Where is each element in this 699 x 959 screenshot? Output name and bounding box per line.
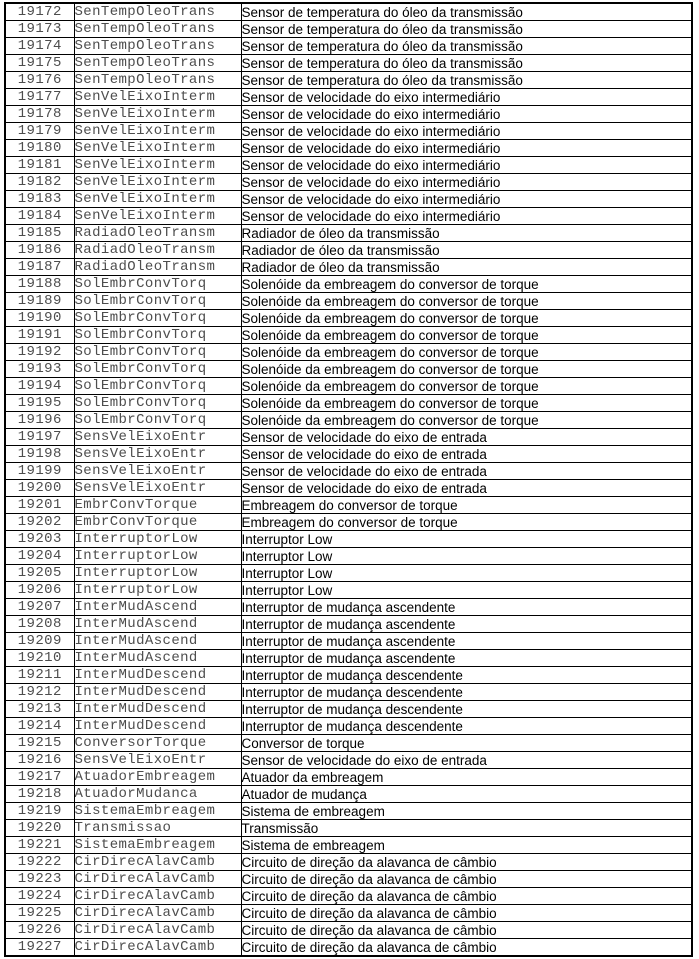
- fault-code-id-cell: 19205: [5, 565, 74, 582]
- table-row: [5, 463, 692, 480]
- fault-code-id-cell: 19195: [5, 395, 74, 412]
- table-row: [5, 939, 692, 957]
- component-description-cell: Sistema de embreagem: [241, 803, 692, 820]
- component-code-cell: SistemaEmbreagem: [74, 837, 241, 854]
- fault-code-id-cell: 19224: [5, 888, 74, 905]
- table-row: [5, 803, 692, 820]
- component-description-cell: Sensor de velocidade do eixo de entrada: [241, 463, 692, 480]
- component-code-cell: InterMudAscend: [74, 599, 241, 616]
- component-description-cell: Interruptor de mudança ascendente: [241, 599, 692, 616]
- fault-code-id-cell: 19193: [5, 361, 74, 378]
- component-description-cell: Solenóide da embreagem do conversor de torque: [241, 276, 692, 293]
- component-description-cell: Solenóide da embreagem do conversor de torque: [241, 361, 692, 378]
- table-row: [5, 55, 692, 72]
- table-row: [5, 293, 692, 310]
- fault-code-id-cell: 19188: [5, 276, 74, 293]
- fault-code-id-cell: 19178: [5, 106, 74, 123]
- component-description-cell: Sensor de temperatura do óleo da transmissão: [241, 72, 692, 89]
- component-code-cell: SensVelEixoEntr: [74, 480, 241, 497]
- fault-code-id-cell: 19222: [5, 854, 74, 871]
- component-description-cell: Atuador de mudança: [241, 786, 692, 803]
- component-code-cell: SenVelEixoInterm: [74, 140, 241, 157]
- table-row: [5, 395, 692, 412]
- table-row: [5, 123, 692, 140]
- table-row: [5, 616, 692, 633]
- table-row: [5, 905, 692, 922]
- component-description-cell: Interruptor Low: [241, 582, 692, 599]
- fault-code-id-cell: 19181: [5, 157, 74, 174]
- fault-code-id-cell: 19206: [5, 582, 74, 599]
- table-row: [5, 786, 692, 803]
- fault-code-id-cell: 19212: [5, 684, 74, 701]
- component-code-cell: SolEmbrConvTorq: [74, 344, 241, 361]
- fault-code-id-cell: 19199: [5, 463, 74, 480]
- table-row: [5, 514, 692, 531]
- component-description-cell: Sensor de velocidade do eixo intermediário: [241, 174, 692, 191]
- component-code-cell: InterruptorLow: [74, 565, 241, 582]
- component-description-cell: Radiador de óleo da transmissão: [241, 259, 692, 276]
- table-row: [5, 38, 692, 55]
- component-description-cell: Interruptor de mudança descendente: [241, 701, 692, 718]
- component-description-cell: Solenóide da embreagem do conversor de torque: [241, 412, 692, 429]
- component-code-cell: CirDirecAlavCamb: [74, 939, 241, 957]
- component-code-cell: SolEmbrConvTorq: [74, 378, 241, 395]
- component-description-cell: Atuador da embreagem: [241, 769, 692, 786]
- fault-code-id-cell: 19209: [5, 633, 74, 650]
- component-code-cell: EmbrConvTorque: [74, 514, 241, 531]
- component-code-cell: SenVelEixoInterm: [74, 157, 241, 174]
- table-row: [5, 106, 692, 123]
- component-description-cell: Interruptor de mudança ascendente: [241, 616, 692, 633]
- component-description-cell: Interruptor Low: [241, 565, 692, 582]
- component-code-cell: SensVelEixoEntr: [74, 463, 241, 480]
- table-row: [5, 837, 692, 854]
- table-row: [5, 446, 692, 463]
- fault-code-id-cell: 19191: [5, 327, 74, 344]
- fault-code-id-cell: 19202: [5, 514, 74, 531]
- fault-code-id-cell: 19176: [5, 72, 74, 89]
- component-description-cell: Embreagem do conversor de torque: [241, 514, 692, 531]
- fault-code-id-cell: 19215: [5, 735, 74, 752]
- table-row: [5, 361, 692, 378]
- fault-code-id-cell: 19185: [5, 225, 74, 242]
- component-description-cell: Radiador de óleo da transmissão: [241, 242, 692, 259]
- table-row: [5, 208, 692, 225]
- table-row: [5, 922, 692, 939]
- component-description-cell: Interruptor de mudança descendente: [241, 684, 692, 701]
- fault-code-id-cell: 19214: [5, 718, 74, 735]
- component-description-cell: Circuito de direção da alavanca de câmbio: [241, 905, 692, 922]
- component-description-cell: Circuito de direção da alavanca de câmbio: [241, 939, 692, 957]
- component-code-cell: InterMudDescend: [74, 667, 241, 684]
- component-code-cell: SistemaEmbreagem: [74, 803, 241, 820]
- table-row: [5, 412, 692, 429]
- component-description-cell: Sensor de velocidade do eixo intermediário: [241, 157, 692, 174]
- component-description-cell: Solenóide da embreagem do conversor de torque: [241, 293, 692, 310]
- component-code-cell: SolEmbrConvTorq: [74, 361, 241, 378]
- component-description-cell: Sensor de velocidade do eixo intermediário: [241, 140, 692, 157]
- fault-code-id-cell: 19225: [5, 905, 74, 922]
- component-code-cell: SolEmbrConvTorq: [74, 412, 241, 429]
- fault-code-id-cell: 19226: [5, 922, 74, 939]
- component-code-cell: SensVelEixoEntr: [74, 429, 241, 446]
- table-row: [5, 752, 692, 769]
- fault-code-id-cell: 19196: [5, 412, 74, 429]
- component-code-cell: SenVelEixoInterm: [74, 191, 241, 208]
- table-row: [5, 735, 692, 752]
- component-code-cell: Transmissao: [74, 820, 241, 837]
- table-row: [5, 820, 692, 837]
- table-row: [5, 157, 692, 174]
- fault-code-id-cell: 19182: [5, 174, 74, 191]
- component-code-cell: AtuadorMudanca: [74, 786, 241, 803]
- fault-code-id-cell: 19190: [5, 310, 74, 327]
- fault-code-id-cell: 19210: [5, 650, 74, 667]
- fault-code-id-cell: 19217: [5, 769, 74, 786]
- component-description-cell: Solenóide da embreagem do conversor de torque: [241, 327, 692, 344]
- component-code-cell: SolEmbrConvTorq: [74, 276, 241, 293]
- fault-code-id-cell: 19183: [5, 191, 74, 208]
- component-description-cell: Sensor de temperatura do óleo da transmissão: [241, 38, 692, 55]
- fault-code-id-cell: 19208: [5, 616, 74, 633]
- component-description-cell: Embreagem do conversor de torque: [241, 497, 692, 514]
- component-code-cell: InterMudDescend: [74, 684, 241, 701]
- component-code-cell: SolEmbrConvTorq: [74, 310, 241, 327]
- component-description-cell: Interruptor de mudança ascendente: [241, 633, 692, 650]
- table-row: [5, 378, 692, 395]
- fault-code-id-cell: 19186: [5, 242, 74, 259]
- fault-code-id-cell: 19223: [5, 871, 74, 888]
- fault-code-table: [4, 2, 693, 957]
- component-description-cell: Interruptor de mudança ascendente: [241, 650, 692, 667]
- fault-code-id-cell: 19174: [5, 38, 74, 55]
- fault-code-id-cell: 19198: [5, 446, 74, 463]
- component-code-cell: SenTempOleoTrans: [74, 3, 241, 21]
- fault-code-id-cell: 19189: [5, 293, 74, 310]
- table-row: [5, 327, 692, 344]
- component-description-cell: Sensor de velocidade do eixo intermediário: [241, 123, 692, 140]
- component-code-cell: ConversorTorque: [74, 735, 241, 752]
- component-description-cell: Circuito de direção da alavanca de câmbio: [241, 922, 692, 939]
- component-code-cell: InterMudAscend: [74, 616, 241, 633]
- table-row: [5, 854, 692, 871]
- fault-code-id-cell: 19179: [5, 123, 74, 140]
- table-row: [5, 191, 692, 208]
- component-code-cell: SolEmbrConvTorq: [74, 395, 241, 412]
- component-code-cell: SenTempOleoTrans: [74, 38, 241, 55]
- table-row: [5, 548, 692, 565]
- component-description-cell: Circuito de direção da alavanca de câmbio: [241, 854, 692, 871]
- component-code-cell: InterMudDescend: [74, 701, 241, 718]
- component-code-cell: InterMudDescend: [74, 718, 241, 735]
- component-code-cell: InterruptorLow: [74, 531, 241, 548]
- component-code-cell: EmbrConvTorque: [74, 497, 241, 514]
- fault-code-id-cell: 19194: [5, 378, 74, 395]
- component-code-cell: SenTempOleoTrans: [74, 21, 241, 38]
- component-code-cell: AtuadorEmbreagem: [74, 769, 241, 786]
- component-code-cell: CirDirecAlavCamb: [74, 854, 241, 871]
- fault-code-id-cell: 19227: [5, 939, 74, 957]
- fault-code-id-cell: 19219: [5, 803, 74, 820]
- component-description-cell: Solenóide da embreagem do conversor de torque: [241, 344, 692, 361]
- table-row: [5, 701, 692, 718]
- component-code-cell: SensVelEixoEntr: [74, 752, 241, 769]
- component-description-cell: Interruptor Low: [241, 531, 692, 548]
- component-description-cell: Sistema de embreagem: [241, 837, 692, 854]
- component-description-cell: Interruptor Low: [241, 548, 692, 565]
- component-code-cell: RadiadOleoTransm: [74, 225, 241, 242]
- component-description-cell: Sensor de temperatura do óleo da transmissão: [241, 21, 692, 38]
- component-description-cell: Interruptor de mudança descendente: [241, 718, 692, 735]
- component-description-cell: Solenóide da embreagem do conversor de torque: [241, 310, 692, 327]
- component-code-cell: SensVelEixoEntr: [74, 446, 241, 463]
- table-row: [5, 480, 692, 497]
- component-description-cell: Sensor de velocidade do eixo intermediário: [241, 191, 692, 208]
- fault-code-id-cell: 19221: [5, 837, 74, 854]
- component-code-cell: SenVelEixoInterm: [74, 208, 241, 225]
- fault-code-id-cell: 19203: [5, 531, 74, 548]
- table-body: [5, 3, 692, 956]
- component-code-cell: CirDirecAlavCamb: [74, 888, 241, 905]
- component-description-cell: Conversor de torque: [241, 735, 692, 752]
- component-description-cell: Circuito de direção da alavanca de câmbio: [241, 888, 692, 905]
- fault-code-id-cell: 19200: [5, 480, 74, 497]
- component-description-cell: Sensor de velocidade do eixo de entrada: [241, 480, 692, 497]
- table-row: [5, 582, 692, 599]
- fault-code-id-cell: 19175: [5, 55, 74, 72]
- component-description-cell: Sensor de velocidade do eixo de entrada: [241, 429, 692, 446]
- table-row: [5, 650, 692, 667]
- component-code-cell: SolEmbrConvTorq: [74, 327, 241, 344]
- fault-code-id-cell: 19201: [5, 497, 74, 514]
- table-row: [5, 344, 692, 361]
- table-row: [5, 531, 692, 548]
- fault-code-id-cell: 19207: [5, 599, 74, 616]
- table-row: [5, 888, 692, 905]
- fault-code-id-cell: 19177: [5, 89, 74, 106]
- component-description-cell: Interruptor de mudança descendente: [241, 667, 692, 684]
- table-row: [5, 72, 692, 89]
- table-row: [5, 140, 692, 157]
- component-description-cell: Radiador de óleo da transmissão: [241, 225, 692, 242]
- table-row: [5, 242, 692, 259]
- fault-code-id-cell: 19197: [5, 429, 74, 446]
- fault-code-id-cell: 19211: [5, 667, 74, 684]
- component-code-cell: SenVelEixoInterm: [74, 174, 241, 191]
- fault-code-id-cell: 19218: [5, 786, 74, 803]
- component-description-cell: Sensor de temperatura do óleo da transmissão: [241, 3, 692, 21]
- component-code-cell: CirDirecAlavCamb: [74, 871, 241, 888]
- table-row: [5, 871, 692, 888]
- component-description-cell: Sensor de velocidade do eixo de entrada: [241, 752, 692, 769]
- fault-code-id-cell: 19187: [5, 259, 74, 276]
- component-description-cell: Sensor de velocidade do eixo de entrada: [241, 446, 692, 463]
- component-code-cell: RadiadOleoTransm: [74, 242, 241, 259]
- table-row: [5, 310, 692, 327]
- table-row: [5, 21, 692, 38]
- table-row: [5, 667, 692, 684]
- table-row: [5, 565, 692, 582]
- fault-code-id-cell: 19204: [5, 548, 74, 565]
- table-row: [5, 599, 692, 616]
- table-row: [5, 684, 692, 701]
- table-row: [5, 259, 692, 276]
- component-code-cell: CirDirecAlavCamb: [74, 905, 241, 922]
- table-row: [5, 225, 692, 242]
- fault-code-id-cell: 19184: [5, 208, 74, 225]
- table-row: [5, 429, 692, 446]
- component-code-cell: InterruptorLow: [74, 548, 241, 565]
- fault-code-id-cell: 19216: [5, 752, 74, 769]
- table-row: [5, 633, 692, 650]
- component-code-cell: InterruptorLow: [74, 582, 241, 599]
- component-description-cell: Circuito de direção da alavanca de câmbio: [241, 871, 692, 888]
- fault-code-id-cell: 19192: [5, 344, 74, 361]
- component-description-cell: Sensor de velocidade do eixo intermediário: [241, 208, 692, 225]
- fault-code-id-cell: 19173: [5, 21, 74, 38]
- table-row: [5, 174, 692, 191]
- component-description-cell: Sensor de temperatura do óleo da transmissão: [241, 55, 692, 72]
- fault-code-id-cell: 19172: [5, 3, 74, 21]
- table-row: [5, 497, 692, 514]
- component-code-cell: SenTempOleoTrans: [74, 72, 241, 89]
- component-code-cell: RadiadOleoTransm: [74, 259, 241, 276]
- component-description-cell: Transmissão: [241, 820, 692, 837]
- table-row: [5, 769, 692, 786]
- component-description-cell: Sensor de velocidade do eixo intermediário: [241, 89, 692, 106]
- fault-code-id-cell: 19220: [5, 820, 74, 837]
- component-code-cell: SenTempOleoTrans: [74, 55, 241, 72]
- component-code-cell: InterMudAscend: [74, 633, 241, 650]
- component-code-cell: InterMudAscend: [74, 650, 241, 667]
- component-code-cell: SolEmbrConvTorq: [74, 293, 241, 310]
- table-row: [5, 3, 692, 21]
- component-description-cell: Solenóide da embreagem do conversor de torque: [241, 378, 692, 395]
- fault-code-id-cell: 19213: [5, 701, 74, 718]
- component-code-cell: SenVelEixoInterm: [74, 89, 241, 106]
- table-row: [5, 276, 692, 293]
- component-description-cell: Solenóide da embreagem do conversor de torque: [241, 395, 692, 412]
- table-row: [5, 718, 692, 735]
- component-code-cell: SenVelEixoInterm: [74, 123, 241, 140]
- component-code-cell: CirDirecAlavCamb: [74, 922, 241, 939]
- component-description-cell: Sensor de velocidade do eixo intermediário: [241, 106, 692, 123]
- table-row: [5, 89, 692, 106]
- component-code-cell: SenVelEixoInterm: [74, 106, 241, 123]
- fault-code-id-cell: 19180: [5, 140, 74, 157]
